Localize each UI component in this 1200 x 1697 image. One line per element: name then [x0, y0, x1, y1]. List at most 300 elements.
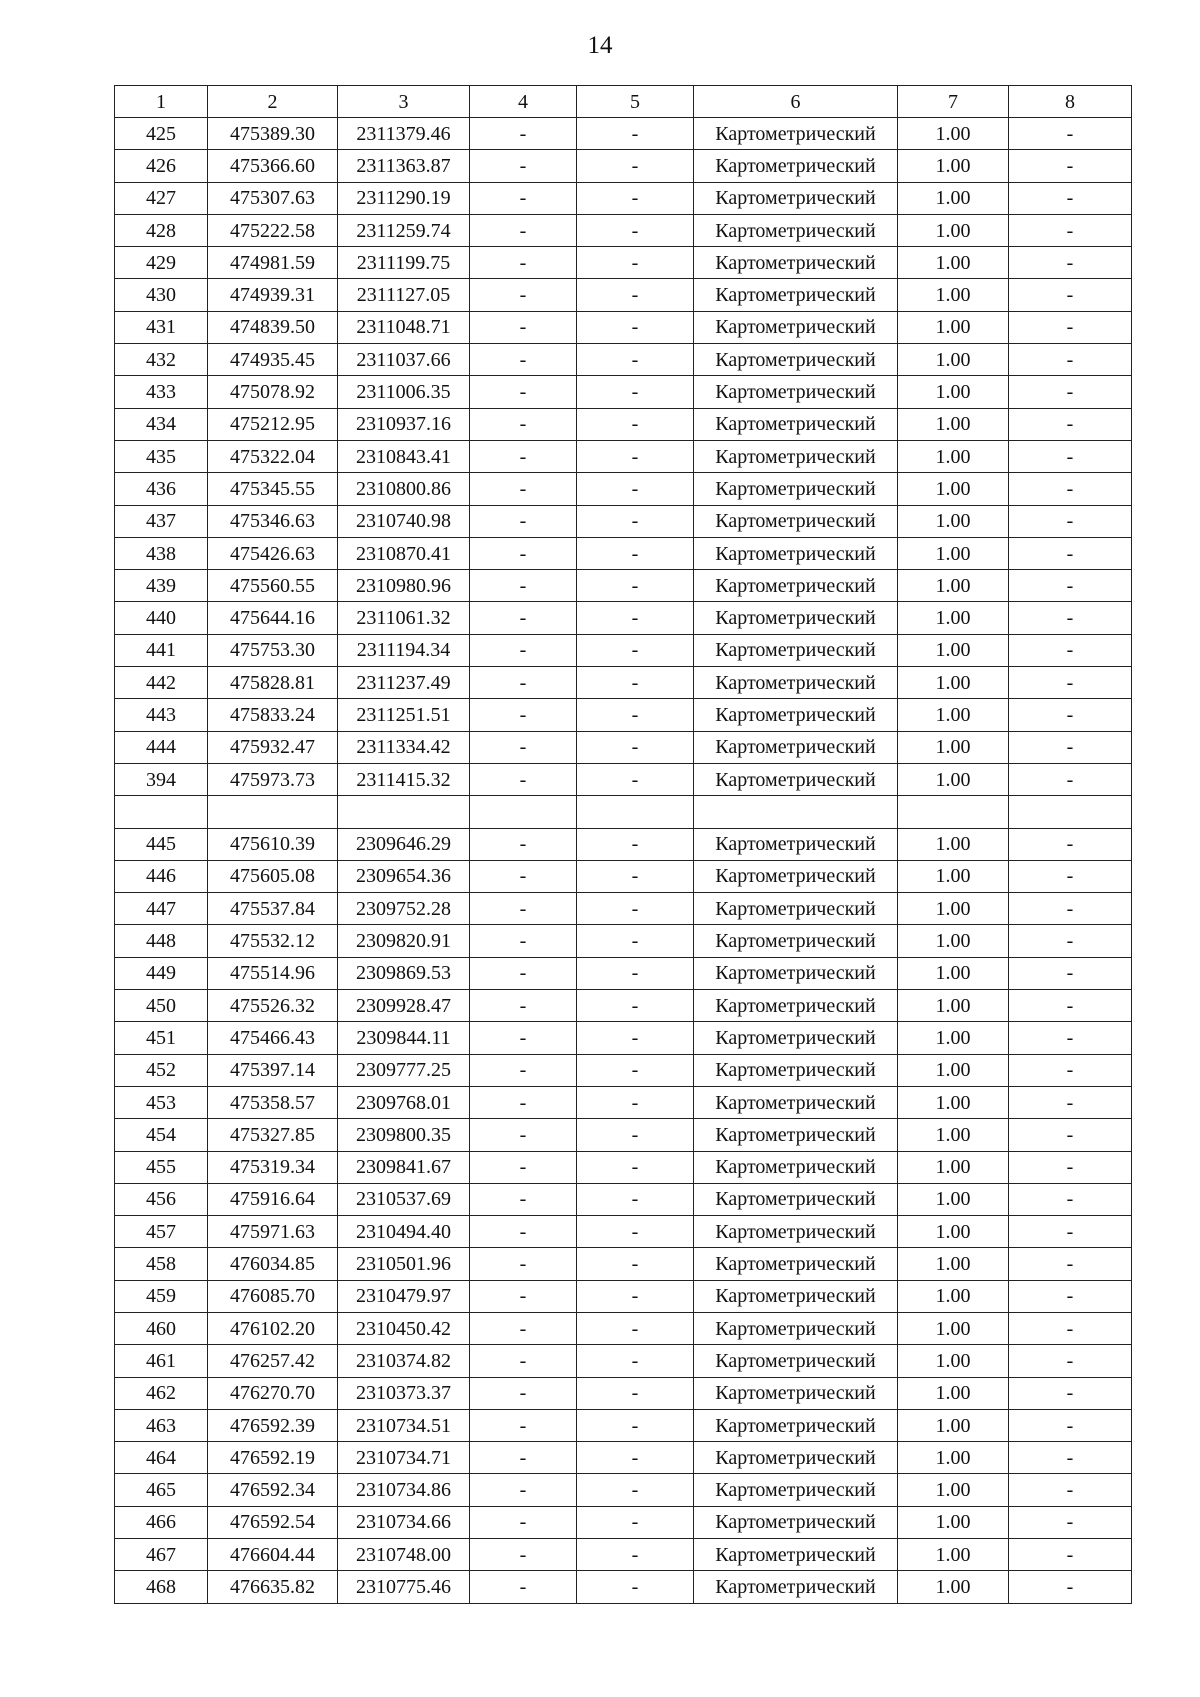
y-coordinate-cell: 2311259.74	[338, 214, 470, 246]
y-coordinate-cell: 2311037.66	[338, 344, 470, 376]
table-body	[115, 118, 1132, 1604]
col8-cell: -	[1009, 279, 1132, 311]
col8-cell: -	[1009, 860, 1132, 892]
y-coordinate-cell: 2309654.36	[338, 860, 470, 892]
accuracy-cell: 1.00	[898, 376, 1009, 408]
y-coordinate-cell: 2310494.40	[338, 1216, 470, 1248]
method-cell: Картометрический	[694, 602, 898, 634]
x-coordinate-cell: 475971.63	[208, 1216, 338, 1248]
table-row	[115, 1086, 1132, 1118]
table-row	[115, 990, 1132, 1022]
y-coordinate-cell: 2310734.66	[338, 1506, 470, 1538]
y-coordinate-cell: 2309768.01	[338, 1086, 470, 1118]
accuracy-cell: 1.00	[898, 925, 1009, 957]
point-number-cell: 463	[115, 1409, 208, 1441]
table-row	[115, 602, 1132, 634]
col4-cell: -	[470, 473, 577, 505]
col5-cell: -	[577, 1248, 694, 1280]
y-coordinate-cell: 2311363.87	[338, 150, 470, 182]
method-cell: Картометрический	[694, 1571, 898, 1603]
y-coordinate-cell: 2311194.34	[338, 634, 470, 666]
point-number-cell: 439	[115, 570, 208, 602]
col5-cell: -	[577, 1377, 694, 1409]
accuracy-cell: 1.00	[898, 408, 1009, 440]
method-cell: Картометрический	[694, 214, 898, 246]
table-row	[115, 1409, 1132, 1441]
accuracy-cell: 1.00	[898, 667, 1009, 699]
method-cell: Картометрический	[694, 1539, 898, 1571]
accuracy-cell: 1.00	[898, 150, 1009, 182]
y-coordinate-cell	[338, 796, 470, 828]
point-number-cell: 434	[115, 408, 208, 440]
col8-cell: -	[1009, 1409, 1132, 1441]
col8-cell: -	[1009, 602, 1132, 634]
col8-cell: -	[1009, 247, 1132, 279]
col8-cell: -	[1009, 570, 1132, 602]
col5-cell: -	[577, 1216, 694, 1248]
col4-cell: -	[470, 1571, 577, 1603]
x-coordinate-cell: 475307.63	[208, 182, 338, 214]
accuracy-cell: 1.00	[898, 1345, 1009, 1377]
col5-cell: -	[577, 247, 694, 279]
col5-cell: -	[577, 1312, 694, 1344]
x-coordinate-cell: 475397.14	[208, 1054, 338, 1086]
table-row	[115, 473, 1132, 505]
point-number-cell: 431	[115, 311, 208, 343]
col5-cell: -	[577, 1409, 694, 1441]
point-number-cell: 461	[115, 1345, 208, 1377]
point-number-cell: 453	[115, 1086, 208, 1118]
y-coordinate-cell: 2310373.37	[338, 1377, 470, 1409]
method-cell: Картометрический	[694, 408, 898, 440]
col8-cell	[1009, 796, 1132, 828]
accuracy-cell: 1.00	[898, 1442, 1009, 1474]
x-coordinate-cell: 475973.73	[208, 763, 338, 795]
x-coordinate-cell: 476102.20	[208, 1312, 338, 1344]
accuracy-cell: 1.00	[898, 634, 1009, 666]
accuracy-cell: 1.00	[898, 860, 1009, 892]
x-coordinate-cell: 475560.55	[208, 570, 338, 602]
table-row	[115, 408, 1132, 440]
column-header: 2	[208, 86, 338, 118]
x-coordinate-cell	[208, 796, 338, 828]
accuracy-cell: 1.00	[898, 1377, 1009, 1409]
point-number-cell: 464	[115, 1442, 208, 1474]
y-coordinate-cell: 2309841.67	[338, 1151, 470, 1183]
table-row	[115, 667, 1132, 699]
col5-cell: -	[577, 311, 694, 343]
col8-cell: -	[1009, 118, 1132, 150]
accuracy-cell: 1.00	[898, 440, 1009, 472]
table-row	[115, 311, 1132, 343]
col5-cell: -	[577, 118, 694, 150]
method-cell: Картометрический	[694, 1280, 898, 1312]
col5-cell: -	[577, 1571, 694, 1603]
point-number-cell	[115, 796, 208, 828]
col8-cell: -	[1009, 1312, 1132, 1344]
col4-cell: -	[470, 1280, 577, 1312]
col5-cell	[577, 796, 694, 828]
col5-cell: -	[577, 602, 694, 634]
y-coordinate-cell: 2310501.96	[338, 1248, 470, 1280]
x-coordinate-cell: 475366.60	[208, 150, 338, 182]
col4-cell: -	[470, 1377, 577, 1409]
table-row	[115, 1216, 1132, 1248]
col4-cell: -	[470, 602, 577, 634]
col5-cell: -	[577, 214, 694, 246]
point-number-cell: 442	[115, 667, 208, 699]
method-cell: Картометрический	[694, 505, 898, 537]
y-coordinate-cell: 2310734.86	[338, 1474, 470, 1506]
col4-cell: -	[470, 957, 577, 989]
x-coordinate-cell: 476592.34	[208, 1474, 338, 1506]
x-coordinate-cell: 475346.63	[208, 505, 338, 537]
col4-cell: -	[470, 667, 577, 699]
table-row	[115, 505, 1132, 537]
method-cell: Картометрический	[694, 311, 898, 343]
point-number-cell: 429	[115, 247, 208, 279]
col5-cell: -	[577, 925, 694, 957]
point-number-cell: 428	[115, 214, 208, 246]
col8-cell: -	[1009, 1442, 1132, 1474]
y-coordinate-cell: 2311290.19	[338, 182, 470, 214]
method-cell: Картометрический	[694, 1474, 898, 1506]
point-number-cell: 451	[115, 1022, 208, 1054]
y-coordinate-cell: 2311006.35	[338, 376, 470, 408]
method-cell: Картометрический	[694, 860, 898, 892]
table-row	[115, 860, 1132, 892]
table-row	[115, 731, 1132, 763]
point-number-cell: 455	[115, 1151, 208, 1183]
y-coordinate-cell: 2311415.32	[338, 763, 470, 795]
method-cell: Картометрический	[694, 1183, 898, 1215]
col5-cell: -	[577, 376, 694, 408]
page-number: 14	[587, 32, 613, 59]
col8-cell: -	[1009, 214, 1132, 246]
col4-cell: -	[470, 537, 577, 569]
method-cell: Картометрический	[694, 699, 898, 731]
point-number-cell: 454	[115, 1119, 208, 1151]
y-coordinate-cell: 2310748.00	[338, 1539, 470, 1571]
point-number-cell: 460	[115, 1312, 208, 1344]
method-cell: Картометрический	[694, 1312, 898, 1344]
table-row	[115, 440, 1132, 472]
x-coordinate-cell: 475345.55	[208, 473, 338, 505]
point-number-cell: 441	[115, 634, 208, 666]
col4-cell: -	[470, 376, 577, 408]
x-coordinate-cell: 475644.16	[208, 602, 338, 634]
column-header: 7	[898, 86, 1009, 118]
col5-cell: -	[577, 957, 694, 989]
x-coordinate-cell: 476257.42	[208, 1345, 338, 1377]
x-coordinate-cell: 475828.81	[208, 667, 338, 699]
x-coordinate-cell: 475526.32	[208, 990, 338, 1022]
method-cell: Картометрический	[694, 1442, 898, 1474]
column-header: 3	[338, 86, 470, 118]
accuracy-cell: 1.00	[898, 214, 1009, 246]
y-coordinate-cell: 2311251.51	[338, 699, 470, 731]
accuracy-cell: 1.00	[898, 1506, 1009, 1538]
method-cell: Картометрический	[694, 1119, 898, 1151]
table-row	[115, 1442, 1132, 1474]
column-header: 6	[694, 86, 898, 118]
col4-cell: -	[470, 150, 577, 182]
col5-cell: -	[577, 570, 694, 602]
x-coordinate-cell: 475833.24	[208, 699, 338, 731]
col8-cell: -	[1009, 473, 1132, 505]
col8-cell: -	[1009, 537, 1132, 569]
y-coordinate-cell: 2311127.05	[338, 279, 470, 311]
method-cell: Картометрический	[694, 1506, 898, 1538]
x-coordinate-cell: 476635.82	[208, 1571, 338, 1603]
point-number-cell: 446	[115, 860, 208, 892]
col4-cell: -	[470, 1539, 577, 1571]
accuracy-cell: 1.00	[898, 1119, 1009, 1151]
method-cell: Картометрический	[694, 634, 898, 666]
table-row	[115, 1345, 1132, 1377]
col8-cell: -	[1009, 1474, 1132, 1506]
y-coordinate-cell: 2310800.86	[338, 473, 470, 505]
col4-cell: -	[470, 1022, 577, 1054]
x-coordinate-cell: 475389.30	[208, 118, 338, 150]
accuracy-cell: 1.00	[898, 505, 1009, 537]
table-row	[115, 118, 1132, 150]
col5-cell: -	[577, 990, 694, 1022]
point-number-cell: 426	[115, 150, 208, 182]
column-header: 4	[470, 86, 577, 118]
col4-cell: -	[470, 279, 577, 311]
accuracy-cell	[898, 796, 1009, 828]
point-number-cell: 427	[115, 182, 208, 214]
table-row	[115, 537, 1132, 569]
accuracy-cell: 1.00	[898, 957, 1009, 989]
accuracy-cell: 1.00	[898, 311, 1009, 343]
point-number-cell: 430	[115, 279, 208, 311]
col5-cell: -	[577, 1474, 694, 1506]
col4-cell	[470, 796, 577, 828]
col5-cell: -	[577, 1119, 694, 1151]
col8-cell: -	[1009, 376, 1132, 408]
col5-cell: -	[577, 1054, 694, 1086]
y-coordinate-cell: 2310374.82	[338, 1345, 470, 1377]
y-coordinate-cell: 2310450.42	[338, 1312, 470, 1344]
point-number-cell: 444	[115, 731, 208, 763]
method-cell: Картометрический	[694, 957, 898, 989]
method-cell: Картометрический	[694, 1216, 898, 1248]
col5-cell: -	[577, 1345, 694, 1377]
method-cell: Картометрический	[694, 731, 898, 763]
col8-cell: -	[1009, 311, 1132, 343]
col4-cell: -	[470, 1151, 577, 1183]
point-number-cell: 435	[115, 440, 208, 472]
point-number-cell: 437	[115, 505, 208, 537]
y-coordinate-cell: 2311379.46	[338, 118, 470, 150]
accuracy-cell: 1.00	[898, 344, 1009, 376]
method-cell: Картометрический	[694, 1377, 898, 1409]
accuracy-cell: 1.00	[898, 602, 1009, 634]
col5-cell: -	[577, 893, 694, 925]
accuracy-cell: 1.00	[898, 1216, 1009, 1248]
col4-cell: -	[470, 828, 577, 860]
point-number-cell: 394	[115, 763, 208, 795]
method-cell: Картометрический	[694, 1151, 898, 1183]
col5-cell: -	[577, 828, 694, 860]
col4-cell: -	[470, 1506, 577, 1538]
table-row	[115, 1377, 1132, 1409]
method-cell: Картометрический	[694, 828, 898, 860]
point-number-cell: 432	[115, 344, 208, 376]
table-row	[115, 828, 1132, 860]
col4-cell: -	[470, 1183, 577, 1215]
x-coordinate-cell: 476604.44	[208, 1539, 338, 1571]
table-row	[115, 1506, 1132, 1538]
y-coordinate-cell: 2309777.25	[338, 1054, 470, 1086]
table-row	[115, 344, 1132, 376]
col4-cell: -	[470, 990, 577, 1022]
col4-cell: -	[470, 1248, 577, 1280]
point-number-cell: 456	[115, 1183, 208, 1215]
table-row	[115, 1474, 1132, 1506]
accuracy-cell: 1.00	[898, 731, 1009, 763]
accuracy-cell: 1.00	[898, 1248, 1009, 1280]
y-coordinate-cell: 2310937.16	[338, 408, 470, 440]
y-coordinate-cell: 2310740.98	[338, 505, 470, 537]
accuracy-cell: 1.00	[898, 1054, 1009, 1086]
method-cell: Картометрический	[694, 1345, 898, 1377]
col4-cell: -	[470, 925, 577, 957]
col4-cell: -	[470, 893, 577, 925]
accuracy-cell: 1.00	[898, 828, 1009, 860]
col5-cell: -	[577, 763, 694, 795]
y-coordinate-cell: 2311237.49	[338, 667, 470, 699]
col5-cell: -	[577, 150, 694, 182]
col4-cell: -	[470, 344, 577, 376]
col8-cell: -	[1009, 1086, 1132, 1118]
point-number-cell: 459	[115, 1280, 208, 1312]
col4-cell: -	[470, 634, 577, 666]
col8-cell: -	[1009, 1054, 1132, 1086]
point-number-cell: 445	[115, 828, 208, 860]
x-coordinate-cell: 475222.58	[208, 214, 338, 246]
table-row	[115, 570, 1132, 602]
col5-cell: -	[577, 1151, 694, 1183]
col5-cell: -	[577, 182, 694, 214]
col5-cell: -	[577, 1280, 694, 1312]
accuracy-cell: 1.00	[898, 699, 1009, 731]
y-coordinate-cell: 2309820.91	[338, 925, 470, 957]
x-coordinate-cell: 476592.39	[208, 1409, 338, 1441]
x-coordinate-cell: 474939.31	[208, 279, 338, 311]
x-coordinate-cell: 476592.54	[208, 1506, 338, 1538]
x-coordinate-cell: 475078.92	[208, 376, 338, 408]
col4-cell: -	[470, 1054, 577, 1086]
col4-cell: -	[470, 408, 577, 440]
col8-cell: -	[1009, 344, 1132, 376]
col4-cell: -	[470, 1119, 577, 1151]
col4-cell: -	[470, 1312, 577, 1344]
coordinates-table	[114, 85, 1132, 1604]
table-row	[115, 1022, 1132, 1054]
point-number-cell: 440	[115, 602, 208, 634]
col8-cell: -	[1009, 150, 1132, 182]
point-number-cell: 452	[115, 1054, 208, 1086]
col8-cell: -	[1009, 925, 1132, 957]
col4-cell: -	[470, 1442, 577, 1474]
x-coordinate-cell: 476592.19	[208, 1442, 338, 1474]
col8-cell: -	[1009, 1248, 1132, 1280]
y-coordinate-cell: 2309844.11	[338, 1022, 470, 1054]
col5-cell: -	[577, 634, 694, 666]
accuracy-cell: 1.00	[898, 1409, 1009, 1441]
col4-cell: -	[470, 699, 577, 731]
col4-cell: -	[470, 214, 577, 246]
accuracy-cell: 1.00	[898, 1539, 1009, 1571]
col4-cell: -	[470, 440, 577, 472]
point-number-cell: 425	[115, 118, 208, 150]
method-cell: Картометрический	[694, 990, 898, 1022]
accuracy-cell: 1.00	[898, 247, 1009, 279]
table-row	[115, 893, 1132, 925]
table-row	[115, 1312, 1132, 1344]
accuracy-cell: 1.00	[898, 893, 1009, 925]
col8-cell: -	[1009, 182, 1132, 214]
col8-cell: -	[1009, 893, 1132, 925]
col8-cell: -	[1009, 699, 1132, 731]
table-row	[115, 1248, 1132, 1280]
col5-cell: -	[577, 860, 694, 892]
y-coordinate-cell: 2309646.29	[338, 828, 470, 860]
method-cell: Картометрический	[694, 893, 898, 925]
table-row	[115, 150, 1132, 182]
col8-cell: -	[1009, 440, 1132, 472]
x-coordinate-cell: 474981.59	[208, 247, 338, 279]
y-coordinate-cell: 2311334.42	[338, 731, 470, 763]
accuracy-cell: 1.00	[898, 570, 1009, 602]
table-row	[115, 634, 1132, 666]
x-coordinate-cell: 476085.70	[208, 1280, 338, 1312]
col8-cell: -	[1009, 1539, 1132, 1571]
method-cell: Картометрический	[694, 537, 898, 569]
method-cell: Картометрический	[694, 440, 898, 472]
col8-cell: -	[1009, 731, 1132, 763]
x-coordinate-cell: 475319.34	[208, 1151, 338, 1183]
method-cell: Картометрический	[694, 150, 898, 182]
table-row	[115, 182, 1132, 214]
x-coordinate-cell: 475932.47	[208, 731, 338, 763]
y-coordinate-cell: 2310479.97	[338, 1280, 470, 1312]
col5-cell: -	[577, 344, 694, 376]
table-row	[115, 1151, 1132, 1183]
col4-cell: -	[470, 505, 577, 537]
table-row	[115, 925, 1132, 957]
accuracy-cell: 1.00	[898, 1022, 1009, 1054]
col8-cell: -	[1009, 1151, 1132, 1183]
y-coordinate-cell: 2309928.47	[338, 990, 470, 1022]
col5-cell: -	[577, 279, 694, 311]
y-coordinate-cell: 2310734.71	[338, 1442, 470, 1474]
col5-cell: -	[577, 1442, 694, 1474]
point-number-cell: 443	[115, 699, 208, 731]
col5-cell: -	[577, 537, 694, 569]
col4-cell: -	[470, 182, 577, 214]
y-coordinate-cell: 2310775.46	[338, 1571, 470, 1603]
x-coordinate-cell: 475610.39	[208, 828, 338, 860]
accuracy-cell: 1.00	[898, 1474, 1009, 1506]
col8-cell: -	[1009, 1216, 1132, 1248]
col5-cell: -	[577, 699, 694, 731]
column-header: 1	[115, 86, 208, 118]
x-coordinate-cell: 474839.50	[208, 311, 338, 343]
